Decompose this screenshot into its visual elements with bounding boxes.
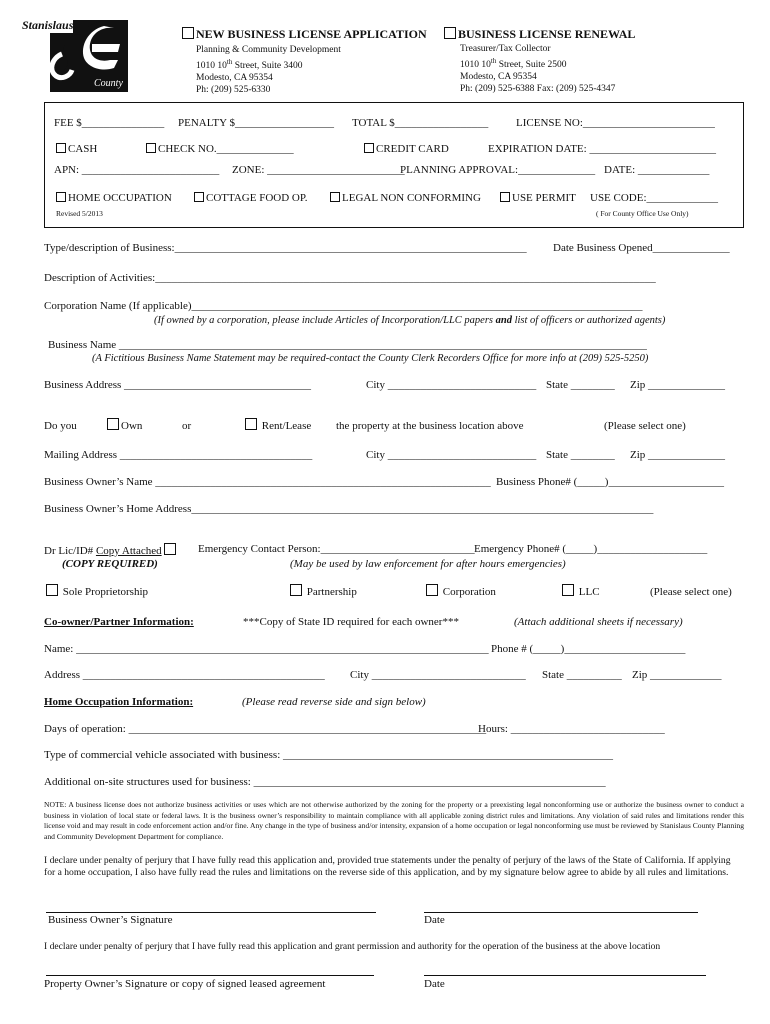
home-occupation-option[interactable]: HOME OCCUPATION (56, 192, 172, 204)
coowner-city-field[interactable]: City ____________________________ (350, 669, 526, 681)
treasurer-phone: Ph: (209) 525-6388 Fax: (209) 525-4347 (460, 84, 616, 95)
business-type-field[interactable]: Type/description of Business:________________________________________________________________ (44, 242, 527, 254)
coowner-zip-field[interactable]: Zip _____________ (632, 669, 722, 681)
fee-field[interactable]: FEE $_______________ (54, 117, 165, 129)
days-of-operation-field[interactable]: Days of operation: _________________________________________________________________ (44, 723, 487, 735)
mailing-zip-field[interactable]: Zip ______________ (630, 449, 726, 461)
treasurer-name: Treasurer/Tax Collector (460, 44, 551, 54)
attach-sheets-note: (Attach additional sheets if necessary) (514, 616, 683, 628)
law-enforcement-note: (May be used by law enforcement for after hours emergencies) (290, 558, 566, 570)
treasurer-address (460, 43, 615, 95)
property-text: the property at the business location above (336, 420, 524, 432)
penalty-field[interactable]: PENALTY $__________________ (178, 117, 334, 129)
stanislaus-county-logo (22, 14, 130, 94)
or-label: or (182, 420, 192, 432)
sole-proprietorship-option[interactable]: Sole Proprietorship (46, 584, 148, 598)
owner-name-field[interactable]: Business Owner’s Name _____________________________________________________________ (44, 476, 491, 488)
renewal-checkbox[interactable] (444, 27, 456, 39)
use-permit-option[interactable]: USE PERMIT (500, 192, 576, 204)
new-application-title: NEW BUSINESS LICENSE APPLICATION (182, 27, 427, 42)
owner-date-line[interactable] (424, 912, 698, 913)
property-signature-line[interactable] (46, 975, 374, 976)
corporation-note: (If owned by a corporation, please include Articles of Incorporation/LLC papers and list of officers or authorized agents) (154, 315, 666, 326)
corporation-checkbox[interactable] (426, 584, 438, 596)
state-id-note: ***Copy of State ID required for each owner*** (243, 616, 459, 628)
copy-attached-label: Copy Attached (95, 545, 162, 557)
select-one-note: (Please select one) (604, 420, 686, 432)
fictitious-name-note: (A Fictitious Business Name Statement may be required-contact the County Clerk Recorders Office for more info at (209) 525-5250) (92, 353, 649, 364)
owner-home-address-field[interactable]: Business Owner’s Home Address____________________________________________________________________________________ (44, 503, 654, 515)
own-option[interactable]: Own (107, 418, 142, 432)
logo-text-top: Stanislaus (22, 18, 74, 32)
declaration-paragraph: I declare under penalty of perjury that I have fully read this application and, provided true statements under the penalty of perjury of the laws of the State of California. If applying for a home occupation, I also have fully read the rules and limitations on the reverse side of this application, and by my signature below agree to abide by all rules and limitations. (44, 855, 731, 878)
revised-date: Revised 5/2013 (56, 209, 103, 218)
treasurer-street: 1010 10th Street, Suite 2500 (460, 57, 567, 71)
property-date-line[interactable] (424, 975, 706, 976)
commercial-vehicle-field[interactable]: Type of commercial vehicle associated with business: ____________________________________________________________ (44, 749, 614, 761)
use-permit-checkbox[interactable] (500, 192, 510, 202)
treasurer-city: Modesto, CA 95354 (460, 72, 537, 83)
corporation-option[interactable]: Corporation (426, 584, 496, 598)
property-signature-label: Property Owner’s Signature or copy of signed leased agreement (44, 978, 326, 990)
planning-dept-phone: Ph: (209) 525-6330 (196, 85, 271, 96)
business-state-field[interactable]: State ________ (546, 379, 615, 391)
llc-checkbox[interactable] (562, 584, 574, 596)
copy-attached-checkbox[interactable] (164, 543, 176, 555)
expiration-date-field[interactable]: EXPIRATION DATE: _______________________ (488, 143, 716, 155)
business-city-field[interactable]: City ___________________________ (366, 379, 537, 391)
license-no-field[interactable]: LICENSE NO:________________________ (516, 117, 715, 129)
zone-field[interactable]: ZONE: _________________________ (232, 164, 405, 176)
home-occupation-checkbox[interactable] (56, 192, 66, 202)
sole-proprietorship-checkbox[interactable] (46, 584, 58, 596)
new-application-checkbox[interactable] (182, 27, 194, 39)
coowner-name-field[interactable]: Name: ___________________________________________________________________________ (44, 643, 489, 655)
apn-field[interactable]: APN: _________________________ (54, 164, 220, 176)
emergency-contact-field[interactable]: Emergency Contact Person:____________________________ (198, 543, 475, 555)
reverse-side-note: (Please read reverse side and sign below) (242, 696, 426, 708)
cash-checkbox[interactable] (56, 143, 66, 153)
coowner-state-field[interactable]: State __________ (542, 669, 622, 681)
office-use-note: ( For County Office Use Only) (596, 209, 689, 218)
cottage-food-checkbox[interactable] (194, 192, 204, 202)
activities-field[interactable]: Description of Activities:___________________________________________________________________________________________ (44, 272, 656, 284)
logo-text-bottom: County (94, 78, 123, 89)
rent-lease-option[interactable]: Rent/Lease (245, 418, 311, 432)
coowner-phone-field[interactable]: Phone # (_____)______________________ (491, 643, 686, 655)
legal-non-conforming-option[interactable]: LEGAL NON CONFORMING (330, 192, 481, 204)
credit-card-option[interactable]: CREDIT CARD (364, 143, 449, 155)
mailing-city-field[interactable]: City ___________________________ (366, 449, 537, 461)
total-field[interactable]: TOTAL $_________________ (352, 117, 489, 129)
own-checkbox[interactable] (107, 418, 119, 430)
credit-card-checkbox[interactable] (364, 143, 374, 153)
legal-non-conforming-checkbox[interactable] (330, 192, 340, 202)
partnership-checkbox[interactable] (290, 584, 302, 596)
renewal-title: BUSINESS LICENSE RENEWAL (444, 27, 635, 42)
onsite-structures-field[interactable]: Additional on-site structures used for business: ________________________________________________________________ (44, 776, 606, 788)
mailing-state-field[interactable]: State ________ (546, 449, 615, 461)
partnership-option[interactable]: Partnership (290, 584, 357, 598)
planning-dept-address (196, 44, 341, 96)
approval-date-field[interactable]: DATE: _____________ (604, 164, 710, 176)
cash-option[interactable]: CASH (56, 143, 97, 155)
entity-select-one-note: (Please select one) (650, 586, 732, 598)
home-occupation-heading: Home Occupation Information: (44, 696, 194, 708)
property-owner-declaration: I declare under penalty of perjury that I have fully read this application and grant permission and authority for the operation of the business at the above location (44, 941, 661, 952)
hours-field[interactable]: Hours: ____________________________ (478, 723, 665, 735)
owner-date-label: Date (424, 914, 445, 926)
copy-required-note: (COPY REQUIRED) (62, 558, 158, 570)
do-you-label: Do you (44, 420, 77, 432)
planning-approval-field[interactable]: PLANNING APPROVAL:______________ (400, 164, 596, 176)
planning-dept-name: Planning & Community Development (196, 45, 341, 55)
corporation-name-field[interactable]: Corporation Name (If applicable)__________________________________________________________________________________ (44, 300, 643, 312)
emergency-phone-field[interactable]: Emergency Phone# (_____)____________________ (474, 543, 708, 555)
property-date-label: Date (424, 978, 445, 990)
business-zip-field[interactable]: Zip ______________ (630, 379, 726, 391)
coowner-address-field[interactable]: Address ____________________________________________ (44, 669, 325, 681)
planning-dept-city: Modesto, CA 95354 (196, 73, 273, 84)
legal-note: NOTE: A business license does not authorize business activities or uses which are not otherwise authorized by the zoning for the property or a preexisting legal nonconforming use or authorize the business owner to conduct a business in violation of local state or federal laws. It is the business owner’s responsibility to maintain compliance with all applicable zoning district rules and limitations. Any violation of said rules and limitations render this license void and may result in code enforcement action and/or fine. Any change in the type of business and/or intensity, expansion of a home occupation or legal nonconforming use must be reviewed by Stanislaus County Planning and Community Development Department for compliance. (44, 800, 744, 841)
mailing-address-field[interactable]: Mailing Address ___________________________________ (44, 449, 313, 461)
coowner-heading: Co-owner/Partner Information: (44, 616, 194, 628)
llc-option[interactable]: LLC (562, 584, 600, 598)
business-name-field[interactable]: Business Name ________________________________________________________________________________________________ (48, 339, 647, 351)
planning-dept-street: 1010 10th Street, Suite 3400 (196, 58, 303, 72)
date-opened-field[interactable]: Date Business Opened______________ (553, 242, 730, 254)
owner-signature-label: Business Owner’s Signature (48, 914, 173, 926)
owner-signature-line[interactable] (46, 912, 376, 913)
drivers-license-label: Dr Lic/ID# Copy Attached (44, 543, 178, 557)
check-checkbox[interactable] (146, 143, 156, 153)
use-code-field[interactable]: USE CODE:_____________ (590, 192, 719, 204)
cottage-food-option[interactable]: COTTAGE FOOD OP. (194, 192, 308, 204)
check-option[interactable]: CHECK NO.______________ (146, 143, 294, 155)
business-phone-field[interactable]: Business Phone# (_____)_____________________ (496, 476, 724, 488)
rent-lease-checkbox[interactable] (245, 418, 257, 430)
business-address-field[interactable]: Business Address __________________________________ (44, 379, 312, 391)
